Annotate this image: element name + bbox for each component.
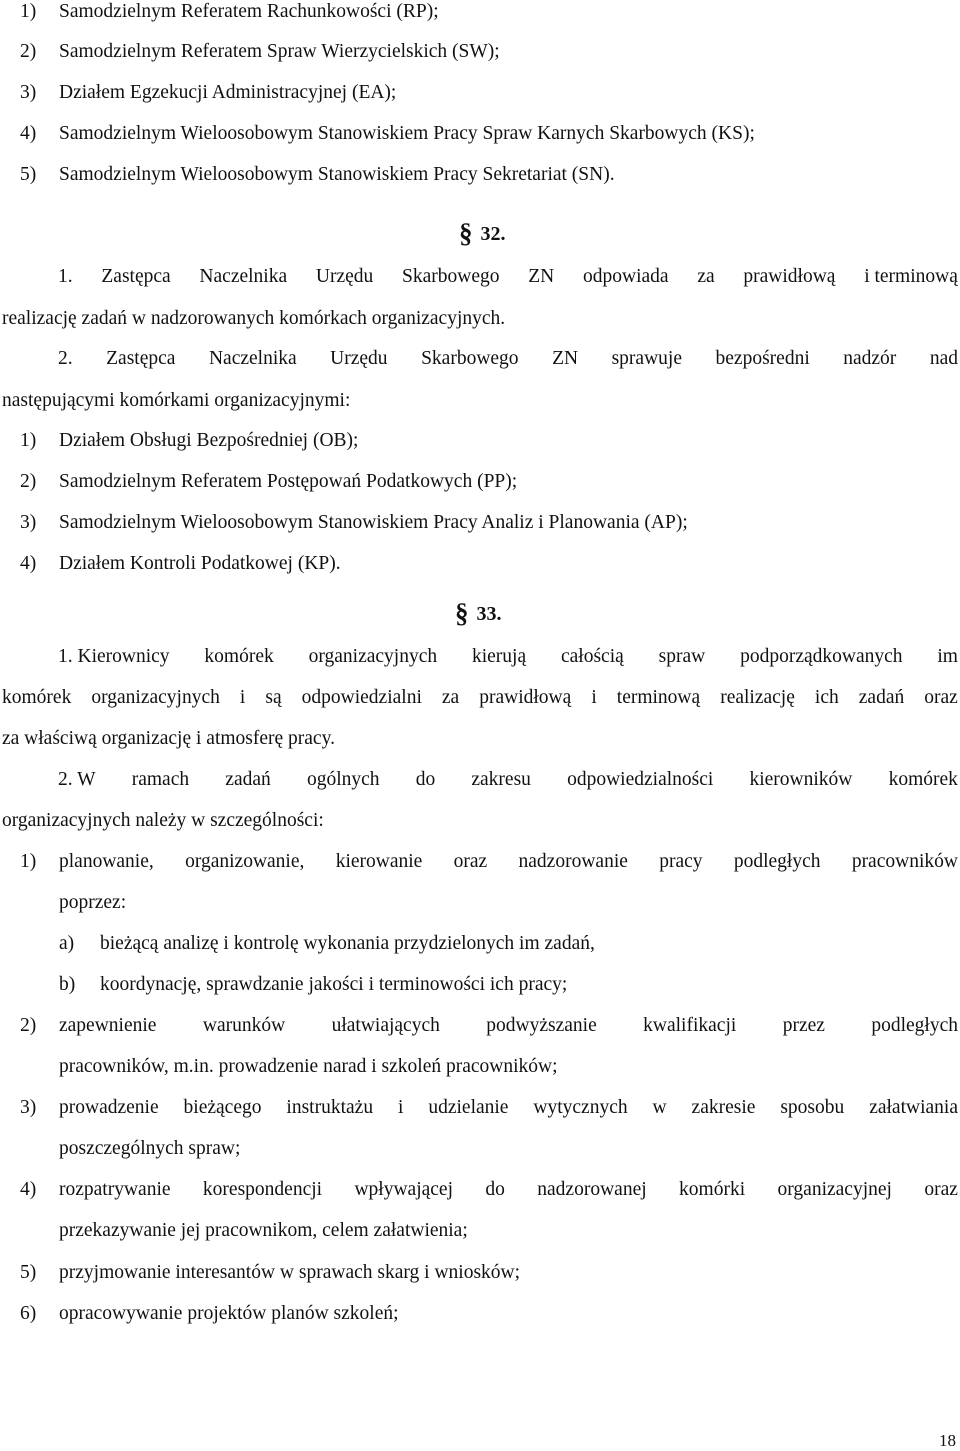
word: udzielanie	[428, 1097, 509, 1118]
word: za	[697, 266, 715, 287]
word: nadzorowanie	[518, 851, 628, 872]
sublist-text: bieżącą analizę i kontrolę wykonania przydzielonych im zadań,	[100, 933, 595, 954]
word: podległych	[871, 1015, 958, 1036]
list-text: Samodzielnym Wieloosobowym Stanowiskiem Pracy Sekretariat (SN).	[59, 164, 615, 185]
word: odpowiada	[583, 266, 669, 287]
word: do	[415, 769, 436, 790]
word: komórek	[888, 769, 958, 790]
word: ich	[814, 687, 839, 708]
list-text	[59, 1016, 958, 1036]
list-number: 1)	[20, 1, 37, 22]
word: do	[485, 1179, 505, 1200]
word: Naczelnika	[208, 348, 297, 369]
word: i	[591, 687, 597, 708]
word: odpowiedzialności	[567, 769, 714, 790]
word: są	[265, 687, 282, 708]
list-text: Samodzielnym Referatem Spraw Wierzycielskich (SW);	[59, 41, 500, 62]
word: korespondencji	[202, 1179, 323, 1200]
list-text: opracowywanie projektów planów szkoleń;	[59, 1303, 399, 1324]
paragraph-text: następującymi komórkami organizacyjnymi:	[2, 390, 351, 411]
list-number: 2)	[20, 41, 37, 62]
word: ułatwiających	[331, 1015, 440, 1036]
word: nadzór	[843, 348, 897, 369]
paragraph-line	[58, 770, 958, 790]
word: planowanie,	[59, 851, 154, 872]
word: podległych	[733, 851, 821, 872]
list-text: Działem Obsługi Bezpośredniej (OB);	[59, 430, 359, 451]
word: oraz	[924, 687, 958, 708]
paragraph-text: za właściwą organizację i atmosferę pracy.	[2, 728, 335, 749]
list-text: Samodzielnym Wieloosobowym Stanowiskiem Pracy Analiz i Planowania (AP);	[59, 512, 688, 533]
word: ZN	[552, 348, 579, 369]
word: bezpośredni	[715, 348, 810, 369]
word: im	[937, 646, 958, 667]
list-number: 5)	[20, 1262, 37, 1283]
word: sprawuje	[611, 348, 682, 369]
paragraph-line	[58, 647, 958, 667]
list-text	[59, 1098, 958, 1118]
word: organizacyjnych	[308, 646, 438, 667]
word: odpowiedzialni	[301, 687, 422, 708]
word: spraw	[658, 646, 706, 667]
paragraph-line	[58, 349, 958, 369]
sublist-text: koordynację, sprawdzanie jakości i terminowości ich pracy;	[100, 974, 568, 995]
list-number: 4)	[20, 123, 37, 144]
word: 2. W	[58, 769, 96, 790]
list-text	[59, 1180, 958, 1200]
word: organizowanie,	[185, 851, 305, 872]
section-symbol: §	[455, 598, 469, 628]
word: kierowników	[749, 769, 853, 790]
page-number: 18	[939, 1431, 956, 1450]
list-number: 2)	[20, 471, 37, 492]
word: terminową	[616, 687, 701, 708]
word: pracowników	[851, 851, 958, 872]
word: 1. Kierownicy	[58, 646, 170, 667]
word: Skarbowego	[402, 266, 500, 287]
word: komórek	[204, 646, 274, 667]
list-number: 1)	[20, 430, 37, 451]
word: i terminową	[864, 266, 958, 287]
list-number: 6)	[20, 1303, 37, 1324]
word: wpływającej	[354, 1179, 453, 1200]
section-symbol: §	[459, 218, 473, 248]
word: komórki	[679, 1179, 746, 1200]
word: bieżącego	[183, 1097, 262, 1118]
word: i	[239, 687, 246, 708]
paragraph-text: realizację zadań w nadzorowanych komórkach organizacyjnych.	[2, 308, 506, 329]
word: nad	[929, 348, 958, 369]
word: instruktażu	[286, 1097, 374, 1118]
list-number: 3)	[20, 512, 37, 533]
sublist-label: b)	[59, 974, 76, 995]
word: organizacyjnych	[91, 687, 220, 708]
word: sposobu	[780, 1097, 845, 1118]
section-number: 33.	[476, 603, 502, 625]
word: zakresu	[471, 769, 531, 790]
word: Urzędu	[315, 266, 374, 287]
list-number: 3)	[20, 1097, 37, 1118]
word: nadzorowanej	[537, 1179, 647, 1200]
word: za	[441, 687, 460, 708]
word: ogólnych	[306, 769, 380, 790]
list-number: 1)	[20, 851, 37, 872]
list-number: 4)	[20, 553, 37, 574]
section-heading	[459, 216, 506, 247]
list-text: pracowników, m.in. prowadzenie narad i szkoleń pracowników;	[59, 1056, 558, 1077]
list-text: przekazywanie jej pracownikom, celem załatwienia;	[59, 1220, 468, 1241]
word: wytycznych	[533, 1097, 628, 1118]
word: kierują	[471, 646, 527, 667]
word: ramach	[131, 769, 190, 790]
list-text: poszczególnych spraw;	[59, 1138, 241, 1159]
word: oraz	[453, 851, 488, 872]
word: oraz	[924, 1179, 958, 1200]
word: podwyższanie	[486, 1015, 597, 1036]
word: Naczelnika	[199, 266, 288, 287]
word: załatwiania	[869, 1097, 958, 1118]
paragraph-line	[58, 267, 958, 287]
list-text	[59, 852, 958, 872]
word: przez	[782, 1015, 825, 1036]
word: podporządkowanych	[740, 646, 903, 667]
word: zadań	[225, 769, 271, 790]
word: kwalifikacji	[643, 1015, 737, 1036]
word: w	[652, 1097, 667, 1118]
list-text: Samodzielnym Referatem Postępowań Podatkowych (PP);	[59, 471, 518, 492]
list-text: Samodzielnym Wieloosobowym Stanowiskiem Pracy Spraw Karnych Skarbowych (KS);	[59, 123, 755, 144]
word: całością	[560, 646, 624, 667]
word: komórek	[2, 687, 72, 708]
word: zadań	[858, 687, 905, 708]
list-text: Działem Kontroli Podatkowej (KP).	[59, 553, 341, 574]
list-number: 3)	[20, 82, 37, 103]
word: zapewnienie	[59, 1015, 157, 1036]
word: prawidłową	[479, 687, 572, 708]
paragraph-line	[2, 688, 958, 708]
list-number: 5)	[20, 164, 37, 185]
word: pracy	[659, 851, 703, 872]
word: 1.	[58, 266, 73, 287]
word: prawidłową	[743, 266, 836, 287]
list-number: 2)	[20, 1015, 37, 1036]
section-heading	[455, 596, 502, 627]
word: 2.	[58, 348, 73, 369]
word: rozpatrywanie	[59, 1179, 171, 1200]
sublist-label: a)	[59, 933, 75, 954]
word: Zastępca	[101, 266, 171, 287]
word: ZN	[528, 266, 555, 287]
word: prowadzenie	[59, 1097, 159, 1118]
word: kierowanie	[335, 851, 423, 872]
word: realizację	[720, 687, 795, 708]
word: warunków	[202, 1015, 286, 1036]
section-number: 32.	[480, 223, 506, 245]
word: Urzędu	[330, 348, 388, 369]
word: Skarbowego	[421, 348, 519, 369]
word: i	[398, 1097, 404, 1118]
word: Zastępca	[106, 348, 176, 369]
list-number: 4)	[20, 1179, 37, 1200]
word: organizacyjnej	[777, 1179, 892, 1200]
list-text: Działem Egzekucji Administracyjnej (EA);	[59, 82, 397, 103]
list-text: przyjmowanie interesantów w sprawach skarg i wniosków;	[59, 1262, 521, 1283]
paragraph-text: organizacyjnych należy w szczególności:	[2, 810, 324, 831]
word: zakresie	[691, 1097, 756, 1118]
list-text: poprzez:	[59, 892, 127, 913]
list-text: Samodzielnym Referatem Rachunkowości (RP);	[59, 1, 439, 22]
